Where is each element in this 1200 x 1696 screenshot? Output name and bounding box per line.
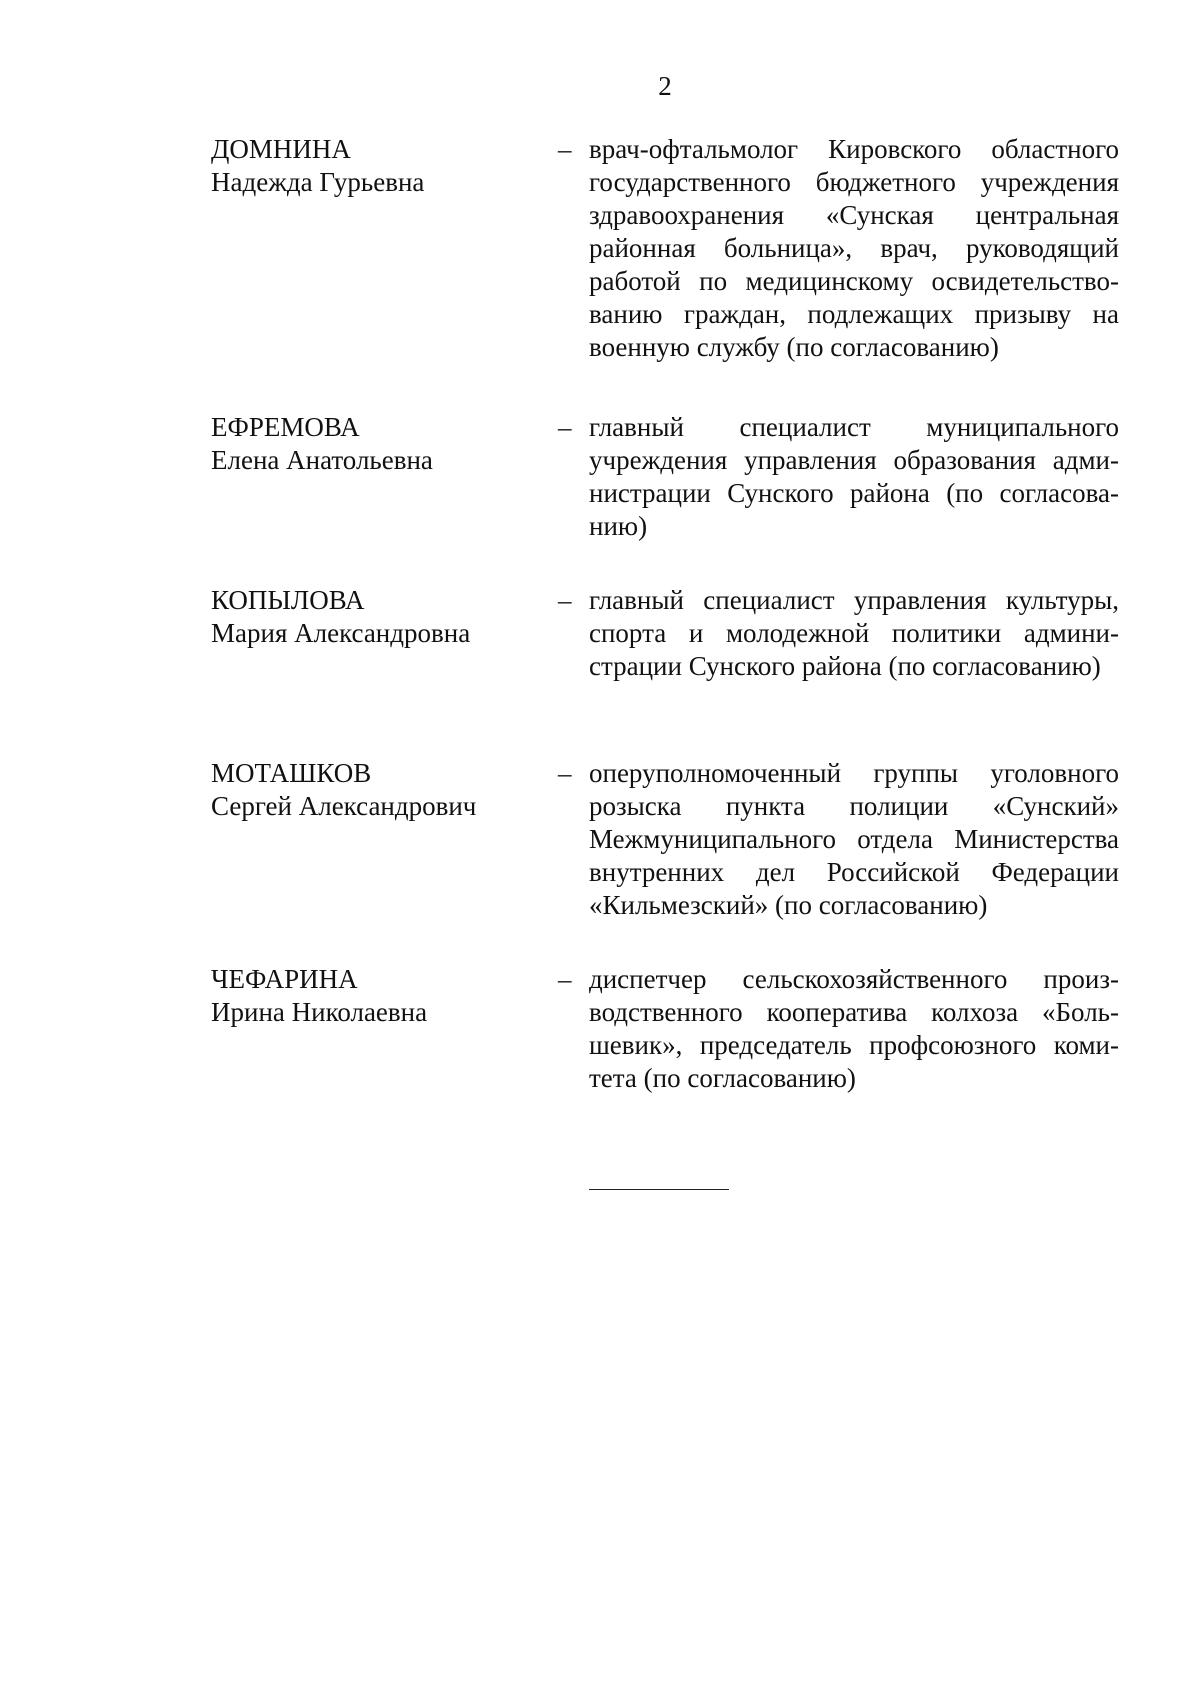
member-dash: – [558, 585, 572, 615]
member-role: оперуполномоченный группы уголовного розыска пункта полиции «Сунский» Межмуниципального отдела Министерства внутренних дел Российской Федерации «Кильмезский» (по согласованию) [589, 758, 1119, 920]
member-name [211, 411, 531, 477]
member-given-names: Елена Анатольевна [211, 445, 433, 475]
page-number: 2 [658, 71, 672, 101]
member-dash: – [558, 134, 572, 164]
member-name [211, 133, 531, 199]
member-surname: КОПЫЛОВА [211, 585, 365, 615]
member-role: диспетчер сельскохозяйственного производственного кооператива колхоза «Большевик», председатель профсоюзного комитета (по согласованию) [589, 964, 1119, 1093]
member-name [211, 963, 531, 1029]
member-dash: – [558, 412, 572, 442]
member-name [211, 757, 531, 823]
member-surname: ЧЕФАРИНА [211, 964, 358, 994]
member-role: главный специалист управления культуры, спорта и молодежной политики администрации Сунского района (по согласованию) [589, 585, 1119, 681]
member-name [211, 584, 531, 650]
member-surname: ДОМНИНА [211, 134, 351, 164]
member-given-names: Ирина Николаевна [211, 997, 428, 1027]
member-surname: ЕФРЕМОВА [211, 412, 360, 442]
member-role: главный специалист муниципального учреждения управления образования администрации Сунского района (по согласованию) [589, 412, 1119, 541]
member-given-names: Сергей Александрович [211, 791, 477, 821]
member-given-names: Мария Александровна [211, 618, 471, 648]
member-role: врач-офтальмолог Кировского областного государственного бюджетного учреждения здравоохранения «Сунская центральная районная больница», врач, руководящий работой по медицинскому освидетельствованию граждан, подлежащих призыву на военную службу (по согласованию) [589, 134, 1119, 362]
member-given-names: Надежда Гурьевна [211, 167, 425, 197]
member-dash: – [558, 758, 572, 788]
member-surname: МОТАШКОВ [211, 758, 372, 788]
member-dash: – [558, 964, 572, 994]
closing-rule [589, 1189, 729, 1190]
